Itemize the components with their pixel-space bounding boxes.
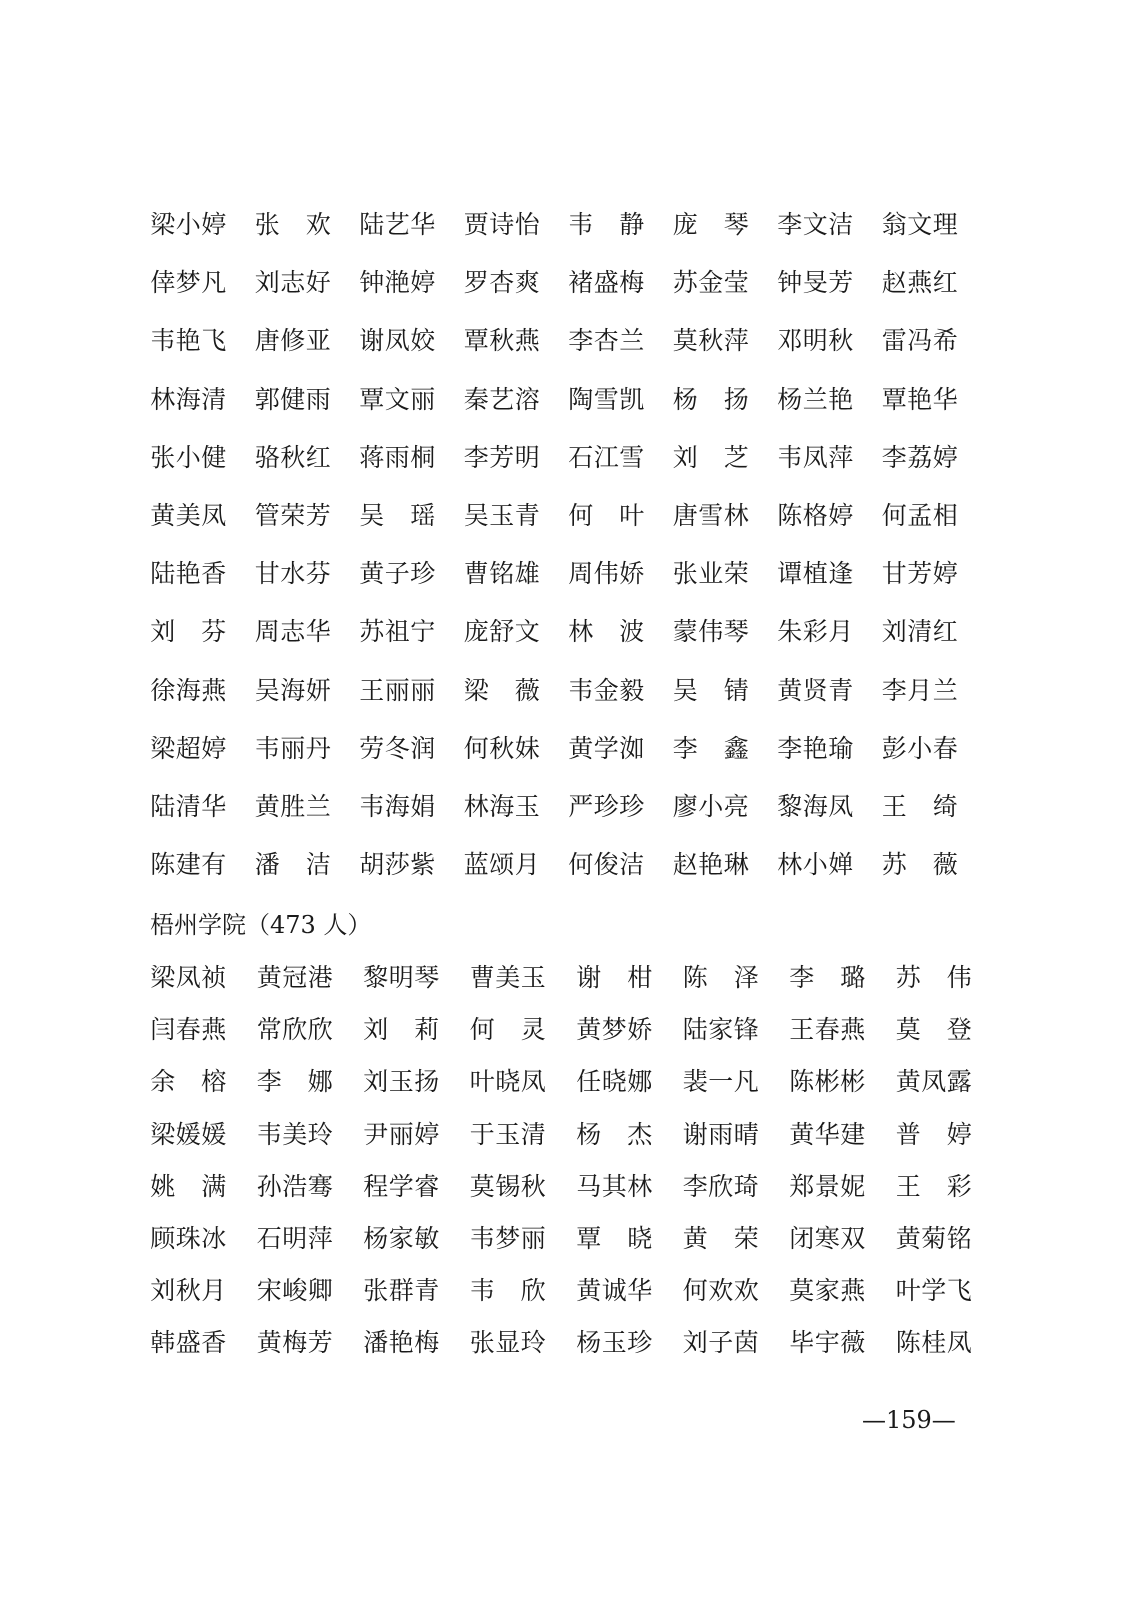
list-item: 陈桂凤 [895, 1328, 972, 1358]
list-item: 覃秋燕 [463, 326, 540, 356]
list-item: 苏金莹 [672, 268, 749, 298]
list-item: 管荣芳 [254, 500, 331, 530]
list-item: 曹美玉 [469, 963, 546, 992]
list-item: 甘芳婷 [881, 559, 958, 589]
list-item: 杨兰艳 [777, 384, 854, 414]
list-item: 余 榕 [150, 1067, 227, 1097]
list-item: 黎海凤 [777, 791, 854, 821]
list-item: 黄华建 [789, 1119, 866, 1149]
list-item: 韩盛香 [150, 1328, 227, 1358]
list-item: 吴玉青 [463, 500, 540, 530]
list-item: 石明萍 [256, 1223, 333, 1253]
list-item: 胡莎紫 [359, 850, 436, 880]
list-item: 吴 锖 [672, 675, 749, 705]
list-item: 张 欢 [254, 210, 331, 239]
list-item: 任晓娜 [576, 1067, 653, 1097]
list-item: 骆秋红 [254, 442, 331, 472]
list-item: 梁 薇 [463, 675, 540, 705]
list-item: 黄学洳 [568, 733, 645, 763]
list-item: 蓝颂月 [463, 850, 540, 880]
list-item: 罗杏爽 [463, 268, 540, 298]
list-item: 陈建有 [150, 850, 227, 880]
list-item: 李杏兰 [568, 326, 645, 356]
list-item: 潘 洁 [254, 850, 331, 880]
list-item: 何 叶 [568, 500, 645, 530]
list-item: 梁凤祯 [150, 963, 227, 992]
list-item: 陆清华 [150, 791, 227, 821]
list-item: 甘水芬 [254, 559, 331, 589]
list-item: 林 波 [568, 617, 645, 647]
list-item: 蒙伟琴 [672, 617, 749, 647]
list-item: 庞舒文 [463, 617, 540, 647]
list-item: 韦美玲 [256, 1119, 333, 1149]
list-item: 林海清 [150, 384, 227, 414]
list-item: 韦梦丽 [469, 1223, 546, 1253]
list-item: 刘清红 [881, 617, 958, 647]
list-item: 贾诗怡 [463, 210, 540, 239]
list-item: 李 娜 [256, 1067, 333, 1097]
list-item: 韦 静 [568, 210, 645, 239]
list-item: 邓明秋 [777, 326, 854, 356]
list-item: 唐雪林 [672, 500, 749, 530]
list-item: 陆艳香 [150, 559, 227, 589]
list-item: 吴海妍 [254, 675, 331, 705]
list-item: 谢 柑 [576, 963, 653, 992]
list-item: 黄子珍 [359, 559, 436, 589]
list-item: 梁媛媛 [150, 1119, 227, 1149]
list-item: 黄梦娇 [576, 1015, 653, 1045]
list-item: 莫秋萍 [672, 326, 749, 356]
list-item: 劳冬润 [359, 733, 436, 763]
list-item: 韦海娟 [359, 791, 436, 821]
list-item: 钟滟婷 [359, 268, 436, 298]
list-item: 刘秋月 [150, 1276, 227, 1306]
list-item: 程学睿 [363, 1171, 440, 1201]
list-item: 郑景妮 [789, 1171, 866, 1201]
list-item: 杨 扬 [672, 384, 749, 414]
list-item: 李芳明 [463, 442, 540, 472]
list-item: 王丽丽 [359, 675, 436, 705]
list-item: 莫锡秋 [469, 1171, 546, 1201]
list-item: 李欣琦 [682, 1171, 759, 1201]
list-item: 蒋雨桐 [359, 442, 436, 472]
list-item: 唐修亚 [254, 326, 331, 356]
list-item: 尹丽婷 [363, 1119, 440, 1149]
list-item: 褚盛梅 [568, 268, 645, 298]
list-item: 李文洁 [777, 210, 854, 239]
list-item: 何 灵 [469, 1015, 546, 1045]
list-item: 赵燕红 [881, 268, 958, 298]
list-item: 潘艳梅 [363, 1328, 440, 1358]
list-item: 杨 杰 [576, 1119, 653, 1149]
list-item: 秦艺溶 [463, 384, 540, 414]
list-item: 石江雪 [568, 442, 645, 472]
list-item: 黄菊铭 [895, 1223, 972, 1253]
list-item: 黄冠港 [256, 963, 333, 992]
list-item: 孙浩骞 [256, 1171, 333, 1201]
list-item: 张群青 [363, 1276, 440, 1306]
name-list-bottom [150, 958, 980, 1376]
list-item: 廖小亮 [672, 791, 749, 821]
list-item: 王 彩 [895, 1171, 972, 1201]
list-item: 彭小春 [881, 733, 958, 763]
list-item: 陶雪凯 [568, 384, 645, 414]
list-item: 陈格婷 [777, 500, 854, 530]
list-item: 翁文理 [881, 210, 958, 239]
list-item: 韦凤萍 [777, 442, 854, 472]
section-title: 梧州学院（473 人） [150, 911, 372, 939]
list-item: 朱彩月 [777, 617, 854, 647]
page-number: —159— [862, 1406, 956, 1434]
list-item: 马其林 [576, 1171, 653, 1201]
list-item: 刘 莉 [363, 1015, 440, 1045]
list-item: 张显玲 [469, 1328, 546, 1358]
list-item: 吴 瑶 [359, 500, 436, 530]
name-list-top [150, 205, 980, 903]
list-item: 庞 琴 [672, 210, 749, 239]
list-item: 黄美凤 [150, 500, 227, 530]
list-item: 刘 芝 [672, 442, 749, 472]
list-item: 黄梅芳 [256, 1328, 333, 1358]
list-item: 雷冯希 [881, 326, 958, 356]
list-item: 何孟相 [881, 500, 958, 530]
list-item: 倖梦凡 [150, 268, 227, 298]
list-item: 覃艳华 [881, 384, 958, 414]
list-item: 杨玉珍 [576, 1328, 653, 1358]
list-item: 苏祖宁 [359, 617, 436, 647]
list-item: 顾珠冰 [150, 1223, 227, 1253]
list-item: 韦 欣 [469, 1276, 546, 1306]
list-item: 周伟娇 [568, 559, 645, 589]
list-item: 严珍珍 [568, 791, 645, 821]
list-item: 宋峻卿 [256, 1276, 333, 1306]
list-item: 王 绮 [881, 791, 958, 821]
list-item: 常欣欣 [256, 1015, 333, 1045]
list-item: 林海玉 [463, 791, 540, 821]
list-item: 钟旻芳 [777, 268, 854, 298]
list-item: 裴一凡 [682, 1067, 759, 1097]
list-item: 闫春燕 [150, 1015, 227, 1045]
list-item: 于玉清 [469, 1119, 546, 1149]
list-item: 叶学飞 [895, 1276, 972, 1306]
list-item: 覃 晓 [576, 1223, 653, 1253]
list-item: 张业荣 [672, 559, 749, 589]
list-item: 黎明琴 [363, 963, 440, 992]
list-item: 林小婵 [777, 850, 854, 880]
list-item: 陈彬彬 [789, 1067, 866, 1097]
list-item: 梁超婷 [150, 733, 227, 763]
list-item: 李 鑫 [672, 733, 749, 763]
list-item: 韦艳飞 [150, 326, 227, 356]
list-item: 李艳瑜 [777, 733, 854, 763]
list-item: 苏 薇 [881, 850, 958, 880]
list-item: 何秋妹 [463, 733, 540, 763]
list-item: 莫 登 [895, 1015, 972, 1045]
list-item: 陈 泽 [682, 963, 759, 992]
list-item: 普 婷 [895, 1119, 972, 1149]
list-item: 黄 荣 [682, 1223, 759, 1253]
list-item: 刘志好 [254, 268, 331, 298]
list-item: 覃文丽 [359, 384, 436, 414]
list-item: 李 璐 [789, 963, 866, 992]
list-item: 曹铭雄 [463, 559, 540, 589]
list-item: 刘 芬 [150, 617, 227, 647]
list-item: 赵艳琳 [672, 850, 749, 880]
list-item: 梁小婷 [150, 210, 227, 239]
list-item: 苏 伟 [895, 963, 972, 992]
list-item: 黄贤青 [777, 675, 854, 705]
list-item: 陆艺华 [359, 210, 436, 239]
list-item: 何欢欢 [682, 1276, 759, 1306]
list-item: 何俊洁 [568, 850, 645, 880]
list-item: 周志华 [254, 617, 331, 647]
list-item: 李荔婷 [881, 442, 958, 472]
list-item: 刘子茵 [682, 1328, 759, 1358]
list-item: 谢雨晴 [682, 1119, 759, 1149]
list-item: 韦金毅 [568, 675, 645, 705]
list-item: 毕宇薇 [789, 1328, 866, 1358]
list-item: 杨家敏 [363, 1223, 440, 1253]
list-item: 谢凤姣 [359, 326, 436, 356]
list-item: 郭健雨 [254, 384, 331, 414]
list-item: 黄胜兰 [254, 791, 331, 821]
list-item: 莫家燕 [789, 1276, 866, 1306]
list-item: 谭植逢 [777, 559, 854, 589]
list-item: 张小健 [150, 442, 227, 472]
list-item: 黄凤露 [895, 1067, 972, 1097]
list-item: 黄诚华 [576, 1276, 653, 1306]
list-item: 闭寒双 [789, 1223, 866, 1253]
list-item: 李月兰 [881, 675, 958, 705]
list-item: 徐海燕 [150, 675, 227, 705]
list-item: 王春燕 [789, 1015, 866, 1045]
list-item: 韦丽丹 [254, 733, 331, 763]
list-item: 刘玉扬 [363, 1067, 440, 1097]
list-item: 叶晓凤 [469, 1067, 546, 1097]
list-item: 姚 满 [150, 1171, 227, 1201]
list-item: 陆家锋 [682, 1015, 759, 1045]
